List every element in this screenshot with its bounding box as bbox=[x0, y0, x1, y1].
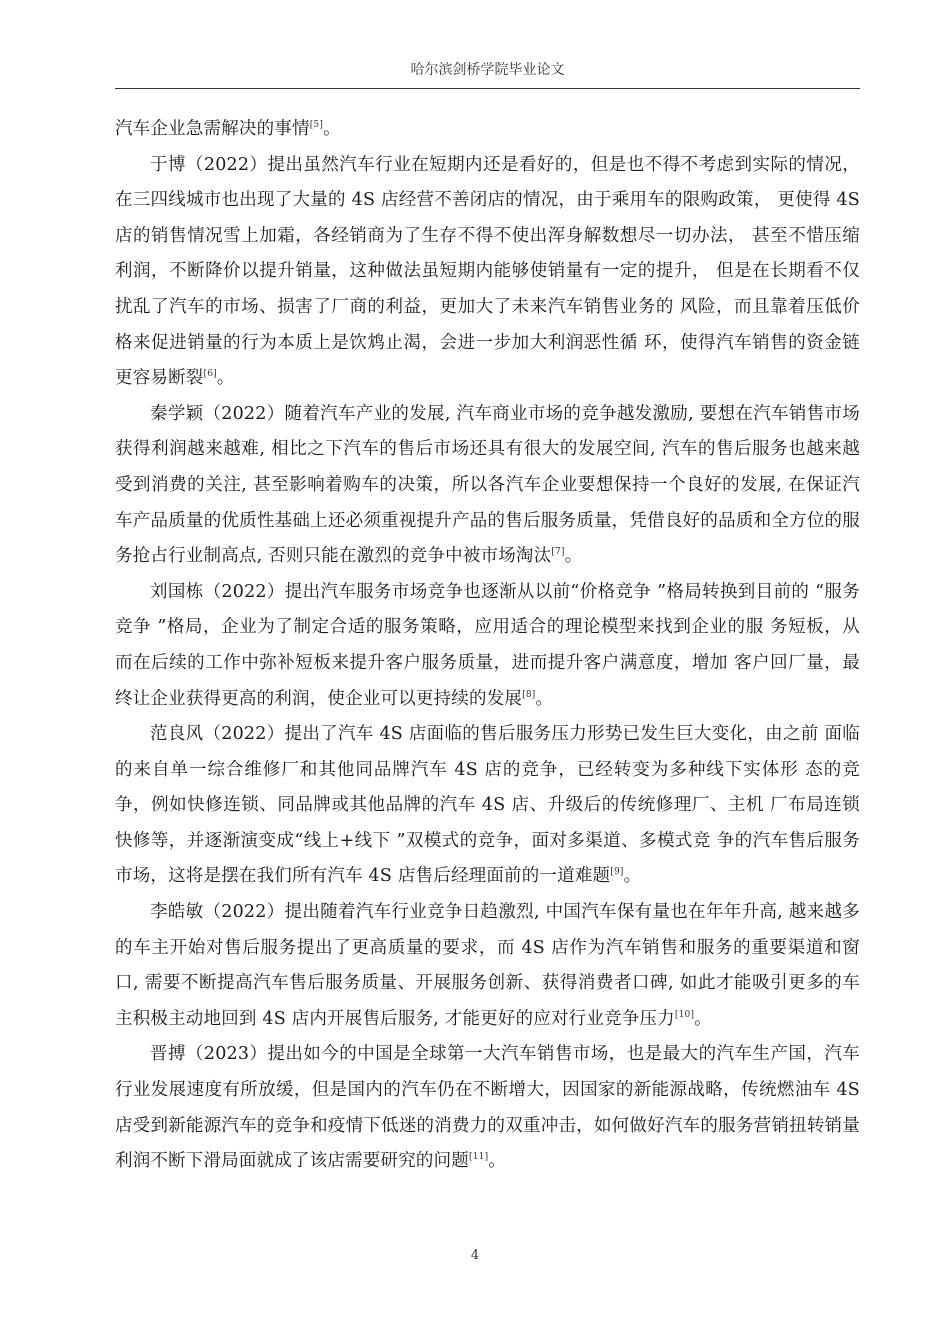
paragraph-text: 范良风（2022）提出了汽车 4S 店面临的售后服务压力形势已发生巨大变化，由之前 面临的来自单一综合维修厂和其他同品牌汽车 4S 店的竞争，已经转变为多种线下实体形 态的竞争，例如快修连锁、同品牌或其他品牌的汽车 4S 店、升级后的传统修理厂、主机 厂布局连锁快修等，并逐渐演变成“线上+线下 ”双模式的竞争，面对多渠道、多模式竞 争的汽车售后服务市场，这将是摆在我们所有汽车 4S 店售后经理面前的一道难题 bbox=[115, 724, 860, 887]
paragraph-text: 李皓敏（2022）提出随着汽车行业竞争日趋激烈, 中国汽车保有量也在年年升高, 越来越多的车主开始对售后服务提出了更高质量的要求，而 4S 店作为汽车销售和服务的重要渠道和窗口, 需要不断提高汽车售后服务质量、开展服务创新、获得消费者口碑, 如此才能吸引更多的车主积极主动地回到 4S 店内开展售后服务, 才能更好的应对行业竞争压力 bbox=[115, 902, 860, 1029]
paragraph-end: 。 bbox=[216, 368, 235, 389]
paragraph-text: 秦学颖（2022）随着汽车产业的发展, 汽车商业市场的竞争越发激励, 要想在汽车销售市场获得利润越来越难, 相比之下汽车的售后市场还具有很大的发展空间, 汽车的售后服务也越来越受到消费的关注, 甚至影响着购车的决策，所以各汽车企业要想保持一个良好的发展, 在保证汽车产品质量的优质性基础上还必须重视提升产品的售后服务质量，凭借良好的品质和全方位的服务抢占行业制高点, 否则只能在激烈的竞争中被市场淘汰 bbox=[115, 403, 860, 567]
paragraph-end: 。 bbox=[488, 1151, 506, 1172]
citation-10: [10] bbox=[674, 1010, 695, 1021]
paragraph-jin-bo bbox=[115, 1037, 860, 1179]
citation-5: [5] bbox=[309, 120, 324, 131]
paragraph-qin-xueying bbox=[115, 397, 860, 575]
paragraph-continuation bbox=[115, 112, 860, 148]
citation-6: [6] bbox=[203, 369, 217, 380]
paragraph-text: 汽车企业急需解决的事情 bbox=[115, 119, 310, 139]
page-header bbox=[115, 60, 860, 89]
body-text bbox=[115, 112, 860, 1180]
page-number: 4 bbox=[470, 1248, 480, 1263]
paragraph-yu-bo bbox=[115, 148, 860, 397]
paragraph-text: 于博（2022）提出虽然汽车行业在短期内还是看好的，但是也不得不考虑到实际的情况，在三四线城市也出现了大量的 4S 店经营不善闭店的情况，由于乘用车的限购政策， 更使得 4S 店的销售情况雪上加霜，各经销商为了生存不得不使出浑身解数想尽一切办法， 甚至不惜压缩利润，不断降价以提升销量，这种做法虽短期内能够使销量有一定的提升， 但是在长期看不仅扰乱了汽车的市场、损害了厂商的利益，更加大了未来汽车销售业务的 风险，而且靠着压低价格来促进销量的行为本质上是饮鸩止渴，会进一步加大利润恶性循 环，使得汽车销售的资金链更容易断裂 bbox=[115, 154, 860, 389]
paragraph-li-haomin bbox=[115, 895, 860, 1037]
paragraph-liu-guodong bbox=[115, 575, 860, 717]
citation-11: [11] bbox=[469, 1152, 489, 1163]
paragraph-end: 。 bbox=[694, 1008, 712, 1029]
header-title: 哈尔滨剑桥学院毕业论文 bbox=[410, 62, 565, 78]
paragraph-end: 。 bbox=[535, 688, 554, 709]
paragraph-text: 晋搏（2023）提出如今的中国是全球第一大汽车销售市场，也是最大的汽车生产国，汽车行业发展速度有所放缓，但是国内的汽车仍在不断增大，因国家的新能源战略，传统燃油车 4S 店受到新能源汽车的竞争和疫情下低迷的消费力的双重冲击，如何做好汽车的服务营销扭转销量利润不断下滑局面就成了该店需要研究的问题 bbox=[115, 1044, 860, 1172]
paragraph-end: 。 bbox=[323, 119, 341, 139]
paragraph-end: 。 bbox=[623, 866, 642, 887]
citation-9: [9] bbox=[610, 867, 624, 878]
citation-7: [7] bbox=[551, 547, 565, 558]
paragraph-end: 。 bbox=[564, 546, 583, 567]
paragraph-text: 刘国栋（2022）提出汽车服务市场竞争也逐渐从以前“价格竞争 ”格局转换到目前的 “服务竞争 ”格局，企业为了制定合适的服务策略，应用适合的理论模型来找到企业的服 务短板，从而在后续的工作中弥补短板来提升客户服务质量，进而提升客户满意度，增加 客户回厂量，最终让企业获得更高的利润，使企业可以更持续的发展 bbox=[115, 581, 860, 709]
citation-8: [8] bbox=[522, 689, 536, 700]
paragraph-fan-liangfeng bbox=[115, 717, 860, 895]
